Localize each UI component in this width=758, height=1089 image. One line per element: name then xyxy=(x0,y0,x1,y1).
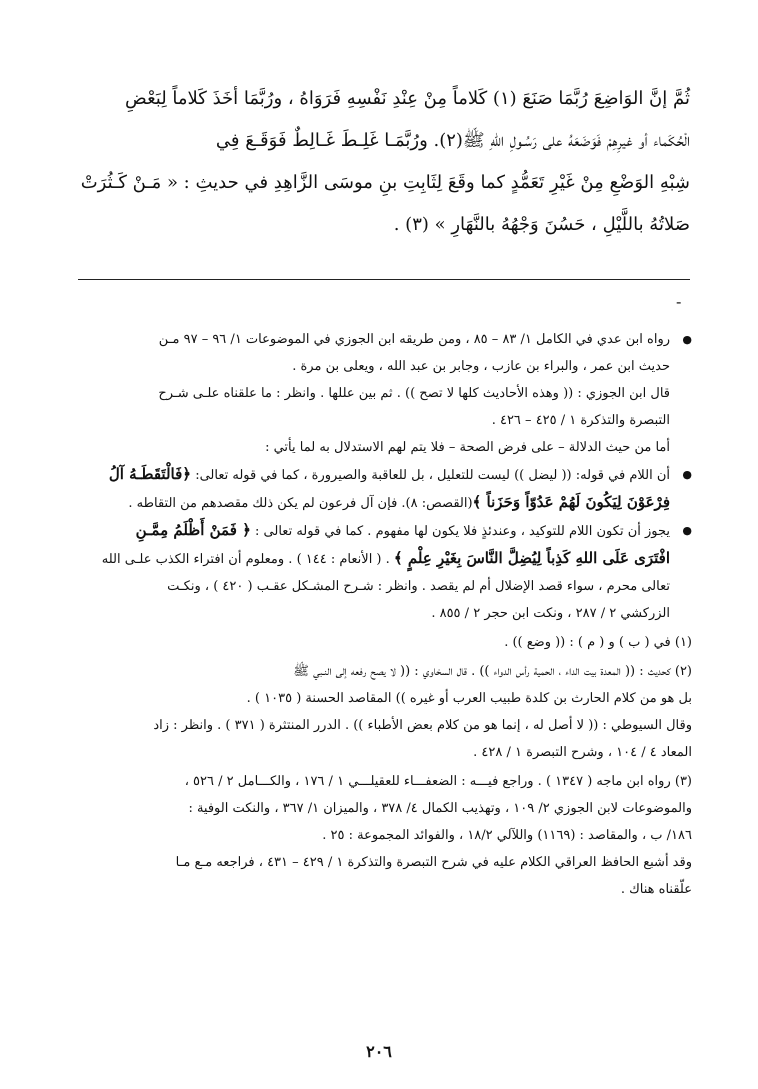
note-line xyxy=(72,545,692,573)
bullet-note-2 xyxy=(72,461,692,489)
main-text-line: ثُمَّ إنَّ الوَاضِعَ رُبَّمَا صَنَعَ (١) كَلاماً مِنْ عِنْدِ نَفْسِهِ فَرَوَاهُ ، ورُبَّمَا أخَذَ كَلاماً لِبَعْضِ xyxy=(125,88,690,109)
note-text: يجوز أن تكون اللام للتوكيد ، وعندئذٍ فلا يكون لها مفهوم . كما في قوله تعالى : xyxy=(250,524,670,539)
page-number: ٢٠٦ xyxy=(366,1042,392,1061)
quran-quote: ﴿ فَمَنْ أَظْلَمُ مِمَّـنِ xyxy=(135,521,251,539)
footnote-line: والموضوعات لابن الجوزي ٢/ ١٠٩ ، وتهذيب الكمال ٤/ ٣٧٨ ، والميزان ١/ ٣٦٧ ، والنكت الوفية : xyxy=(188,801,692,816)
footnote-line: وقد أشبع الحافظ العراقي الكلام عليه في شرح التبصرة والتذكرة ١ / ٤٢٩ – ٤٣١ ، فراجعه مـع مـا xyxy=(175,855,692,870)
note-line: قال ابن الجوزي : (( وهذه الأحاديث كلها لا تصح )) . ثم بين عللها . وانظر : ما علقناه علـى شـرح xyxy=(158,386,670,401)
note-line: حديث ابن عمر ، والبراء بن عازب ، وجابر بن عبد الله ، ويعلى بن مرة . xyxy=(292,359,670,374)
separator-mark: - xyxy=(676,292,682,311)
note-text: أن اللام في قوله: (( ليضل )) ليست للتعليل ، بل للعاقبة والصيرورة ، كما في قوله تعالى: xyxy=(191,468,670,483)
footnote-line: وقال السيوطي : (( لا أصل له ، إنما هو من كلام بعض الأطباء )) . الدرر المنتثرة ( ٣٧١ ) . وانظر : زاد xyxy=(153,718,692,733)
note-line: التبصرة والتذكرة ١ / ٤٢٥ – ٤٢٦ . xyxy=(491,413,670,428)
note-line: تعالى محرم ، سواء قصد الإضلال أم لم يقصد . وانظر : شـرح المشـكل عقـب ( ٤٢٠ ) ، ونكـت xyxy=(167,579,670,594)
footnote-line: المعاد ٤ / ١٠٤ ، وشرح التبصرة ١ / ٤٢٨ . xyxy=(473,745,692,760)
bullet-note-1: ● رواه ابن عدي في الكامل ١/ ٨٣ – ٨٥ ، ومن طريقه ابن الجوزي في الموضوعات ١/ ٩٦ – ٩٧ مـن xyxy=(72,326,692,353)
footnote-line: ١٨٦/ ب ، والمقاصد : (١١٦٩) واللآلي ١٨/٢ ، والفوائد المجموعة : ٢٥ . xyxy=(322,828,692,843)
footnote-3: (٣) رواه ابن ماجه ( ١٣٤٧ ) . وراجع فيـــه : الضعفـــاء للعقيلـــي ١ / ١٧٦ ، والكـــامل ٢ / ٥٢٦ ، xyxy=(184,774,692,789)
footnote-1: (١) في ( ب ) و ( م ) : (( وضع )) . xyxy=(504,635,692,650)
main-text-line: صَلاتُهُ باللَّيْلِ ، حَسُنَ وَجْهُهُ بالنَّهَارِ » (٣) . xyxy=(393,214,690,235)
footnote-line: علّقناه هناك . xyxy=(620,882,692,897)
note-line: أما من حيث الدلالة – على فرض الصحة – فلا يتم لهم الاستدلال به لما يأتي : xyxy=(265,440,670,455)
main-text-line: شِبْهِ الوَضْعِ مِنْ غَيْرِ تَعَمُّدٍ كما وقَعَ لِثَابِتِ بنِ موسَى الزَّاهِدِ في حديثِ : « مَـنْ كَـثُرَتْ xyxy=(80,172,690,193)
note-text: (القصص: ٨). فإن آل فرعون لم يكن ذلك مقصدهم من التقاطه . xyxy=(128,496,473,511)
bullet-note-3 xyxy=(72,517,692,545)
quran-quote: ﴿فَالْتَقَطَـهُ آلُ xyxy=(108,465,192,483)
quran-quote: افْتَرَى عَلَى اللهِ كَذِباً لِيُضِلَّ النَّاسَ بِغَيْرِ عِلْمٍ ﴾ xyxy=(393,549,670,567)
footnotes xyxy=(72,326,692,903)
quran-quote: فِرْعَوْنَ لِيَكُونَ لَهُمْ عَدُوّاً وَحَزَناً ﴾ xyxy=(472,493,670,511)
note-text: . ( الأنعام : ١٤٤ ) . ومعلوم أن افتراء الكذب علـى الله xyxy=(101,552,394,567)
footnote-line: بل هو من كلام الحارث بن كلدة طبيب العرب أو غيره )) المقاصد الحسنة ( ١٠٣٥ ) . xyxy=(246,691,692,706)
main-text-line: الْحُكَماء أو غيرِهِمْ فَوَضَعَهُ على رَسُـولِ اللهِ ﷺ(٢). ورُبَّمَـا غَلِـطَ غَـالِطٌ فَوَقَـعَ فِي xyxy=(215,130,690,151)
note-line xyxy=(72,489,692,517)
footnote-2: (٢) كحديث : (( المعدة بيت الداء ، الحمية رأس الدواء )) . قال السخاوي : (( لا يصح رفعه إلى النـبي ﷺ xyxy=(293,664,692,679)
main-text xyxy=(78,78,690,246)
footnote-separator xyxy=(78,279,690,280)
note-line: الزركشي ٢ / ٢٨٧ ، ونكت ابن حجر ٢ / ٨٥٥ . xyxy=(431,606,670,621)
